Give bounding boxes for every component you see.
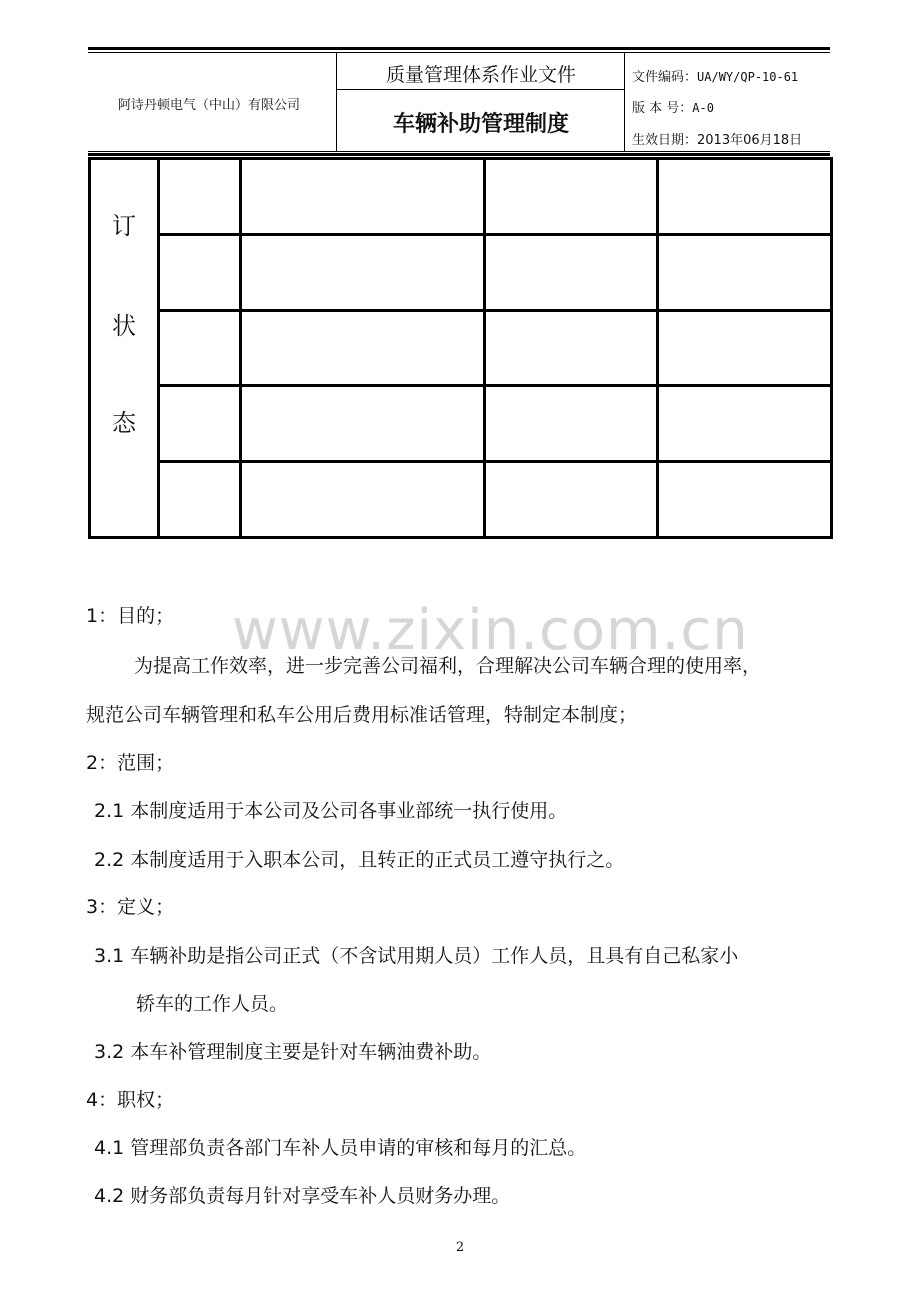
table-row — [90, 234, 832, 310]
section-3-item-1-line-1: 3.1 车辆补助是指公司正式（不含试用期人员）工作人员，且具有自己私家小 — [94, 945, 739, 967]
table-row — [90, 310, 832, 386]
table-cell — [159, 159, 241, 235]
page-number: 2 — [455, 1240, 465, 1255]
section-1-paragraph-line-1: 为提高工作效率，进一步完善公司福利，合理解决公司车辆合理的使用率， — [134, 655, 762, 677]
revision-label-char-3: 态 — [112, 409, 136, 437]
table-cell — [485, 462, 658, 538]
header-divider-right — [624, 52, 625, 152]
table-cell — [241, 310, 485, 386]
revision-label-char-2: 状 — [112, 312, 136, 340]
table-cell — [658, 159, 832, 235]
header-divider-left — [336, 52, 337, 152]
watermark: www.zixin.com.cn — [232, 598, 749, 663]
table-cell — [658, 310, 832, 386]
section-3-item-1-line-2: 轿车的工作人员。 — [136, 993, 289, 1015]
section-4-item-2: 4.2 财务部负责每月针对享受车补人员财务办理。 — [94, 1185, 511, 1207]
table-cell — [241, 234, 485, 310]
header-title-divider — [337, 89, 624, 90]
document-title: 车辆补助管理制度 — [392, 112, 569, 137]
table-cell — [241, 462, 485, 538]
table-cell — [658, 386, 832, 462]
table-cell — [485, 310, 658, 386]
table-cell — [485, 159, 658, 235]
section-3-title: 3：定义； — [86, 896, 175, 918]
header-top-rule-thin — [88, 52, 830, 53]
doc-code-line — [632, 66, 798, 85]
table-cell — [159, 234, 241, 310]
table-cell — [485, 234, 658, 310]
header-bottom-rule-thin — [88, 151, 830, 152]
section-1-title: 1：目的； — [86, 605, 175, 627]
table-cell — [241, 159, 485, 235]
section-4-item-1: 4.1 管理部负责各部门车补人员申请的审核和每月的汇总。 — [94, 1137, 587, 1159]
section-2-title: 2：范围； — [86, 752, 175, 774]
revision-status-table — [88, 157, 833, 539]
document-type: 质量管理体系作业文件 — [385, 64, 576, 86]
header-bottom-rule-thick — [88, 153, 830, 156]
table-cell — [485, 386, 658, 462]
table-cell — [241, 386, 485, 462]
header-top-rule-thick — [88, 47, 830, 50]
table-cell — [658, 234, 832, 310]
table-row — [90, 159, 832, 235]
revision-label-cell — [90, 159, 159, 538]
section-2-item-2: 2.2 本制度适用于入职本公司，且转正的正式员工遵守执行之。 — [94, 849, 625, 871]
effective-date-label: 生效日期： — [632, 133, 698, 148]
revision-label-char-1: 订 — [112, 212, 136, 240]
version-value: A-0 — [692, 101, 714, 115]
section-1-paragraph-line-2: 规范公司车辆管理和私车公用后费用标准话管理，特制定本制度； — [86, 704, 638, 726]
doc-code-value: UA/WY/QP-10-61 — [697, 70, 799, 84]
effective-date-line — [632, 129, 802, 148]
table-cell — [159, 462, 241, 538]
table-cell — [159, 386, 241, 462]
company-name: 阿诗丹顿电气（中山）有限公司 — [118, 98, 301, 113]
table-row — [90, 462, 832, 538]
section-4-title: 4：职权； — [86, 1089, 175, 1111]
effective-date-value: 2013年06月18日 — [697, 133, 803, 148]
table-row — [90, 386, 832, 462]
table-cell — [159, 310, 241, 386]
table-cell — [658, 462, 832, 538]
doc-code-label: 文件编码： — [632, 70, 698, 85]
section-2-item-1: 2.1 本制度适用于本公司及公司各事业部统一执行使用。 — [94, 800, 568, 822]
section-3-item-2: 3.2 本车补管理制度主要是针对车辆油费补助。 — [94, 1041, 492, 1063]
version-line — [632, 97, 714, 116]
version-label: 版 本 号： — [632, 101, 693, 116]
